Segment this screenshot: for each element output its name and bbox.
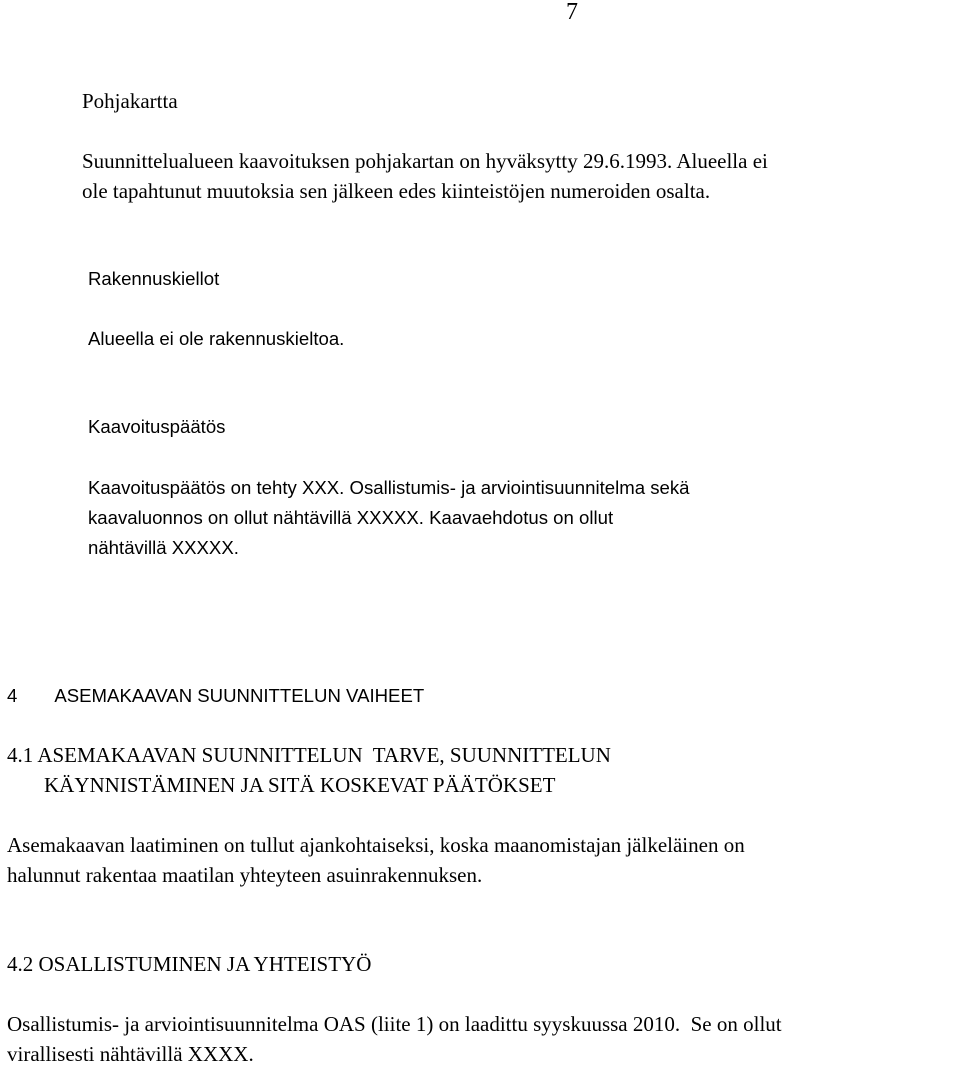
section-heading-4-1 [7, 740, 611, 800]
heading-kaavoituspaatos: Kaavoituspäätös [88, 416, 226, 437]
paragraph-line: nähtävillä XXXXX. [88, 537, 239, 558]
chapter-title: ASEMAKAAVAN SUUNNITTELUN VAIHEET [54, 685, 425, 706]
paragraph-line: kaavaluonnos on ollut nähtävillä XXXXX. Kaavaehdotus on ollut [88, 507, 614, 528]
paragraph-line: Asemakaavan laatiminen on tullut ajankohtaiseksi, koska maanomistajan jälkeläinen on [7, 833, 745, 857]
paragraph-line: Kaavoituspäätös on tehty XXX. Osallistumis- ja arviointisuunnitelma sekä [88, 477, 690, 498]
paragraph-kaavoituspaatos [88, 473, 690, 563]
paragraph-4-2 [7, 1009, 782, 1069]
section-heading-line: KÄYNNISTÄMINEN JA SITÄ KOSKEVAT PÄÄTÖKSET [44, 773, 556, 797]
chapter-heading [7, 681, 424, 711]
paragraph-4-1 [7, 830, 745, 890]
page-number: 7 [566, 0, 578, 25]
paragraph-line: Alueella ei ole rakennuskieltoa. [88, 328, 345, 349]
paragraph-line: halunnut rakentaa maatilan yhteyteen asuinrakennuksen. [7, 863, 483, 887]
paragraph-line: Osallistumis- ja arviointisuunnitelma OAS (liite 1) on laadittu syyskuussa 2010. Se on ollut [7, 1012, 782, 1036]
section-heading-4-2: 4.2 OSALLISTUMINEN JA YHTEISTYÖ [7, 952, 372, 976]
paragraph-line: Suunnittelualueen kaavoituksen pohjakartan on hyväksytty 29.6.1993. Alueella ei [82, 149, 768, 173]
heading-pohjakartta: Pohjakartta [82, 89, 178, 113]
paragraph-pohjakartta [82, 146, 768, 206]
heading-rakennuskiellot: Rakennuskiellot [88, 268, 220, 289]
paragraph-line: ole tapahtunut muutoksia sen jälkeen edes kiinteistöjen numeroiden osalta. [82, 179, 711, 203]
paragraph-rakennuskiellot [88, 324, 344, 354]
paragraph-line: virallisesti nähtävillä XXXX. [7, 1042, 254, 1066]
chapter-number: 4 [7, 685, 18, 706]
section-heading-line: 4.1 ASEMAKAAVAN SUUNNITTELUN TARVE, SUUNNITTELUN [7, 743, 611, 767]
